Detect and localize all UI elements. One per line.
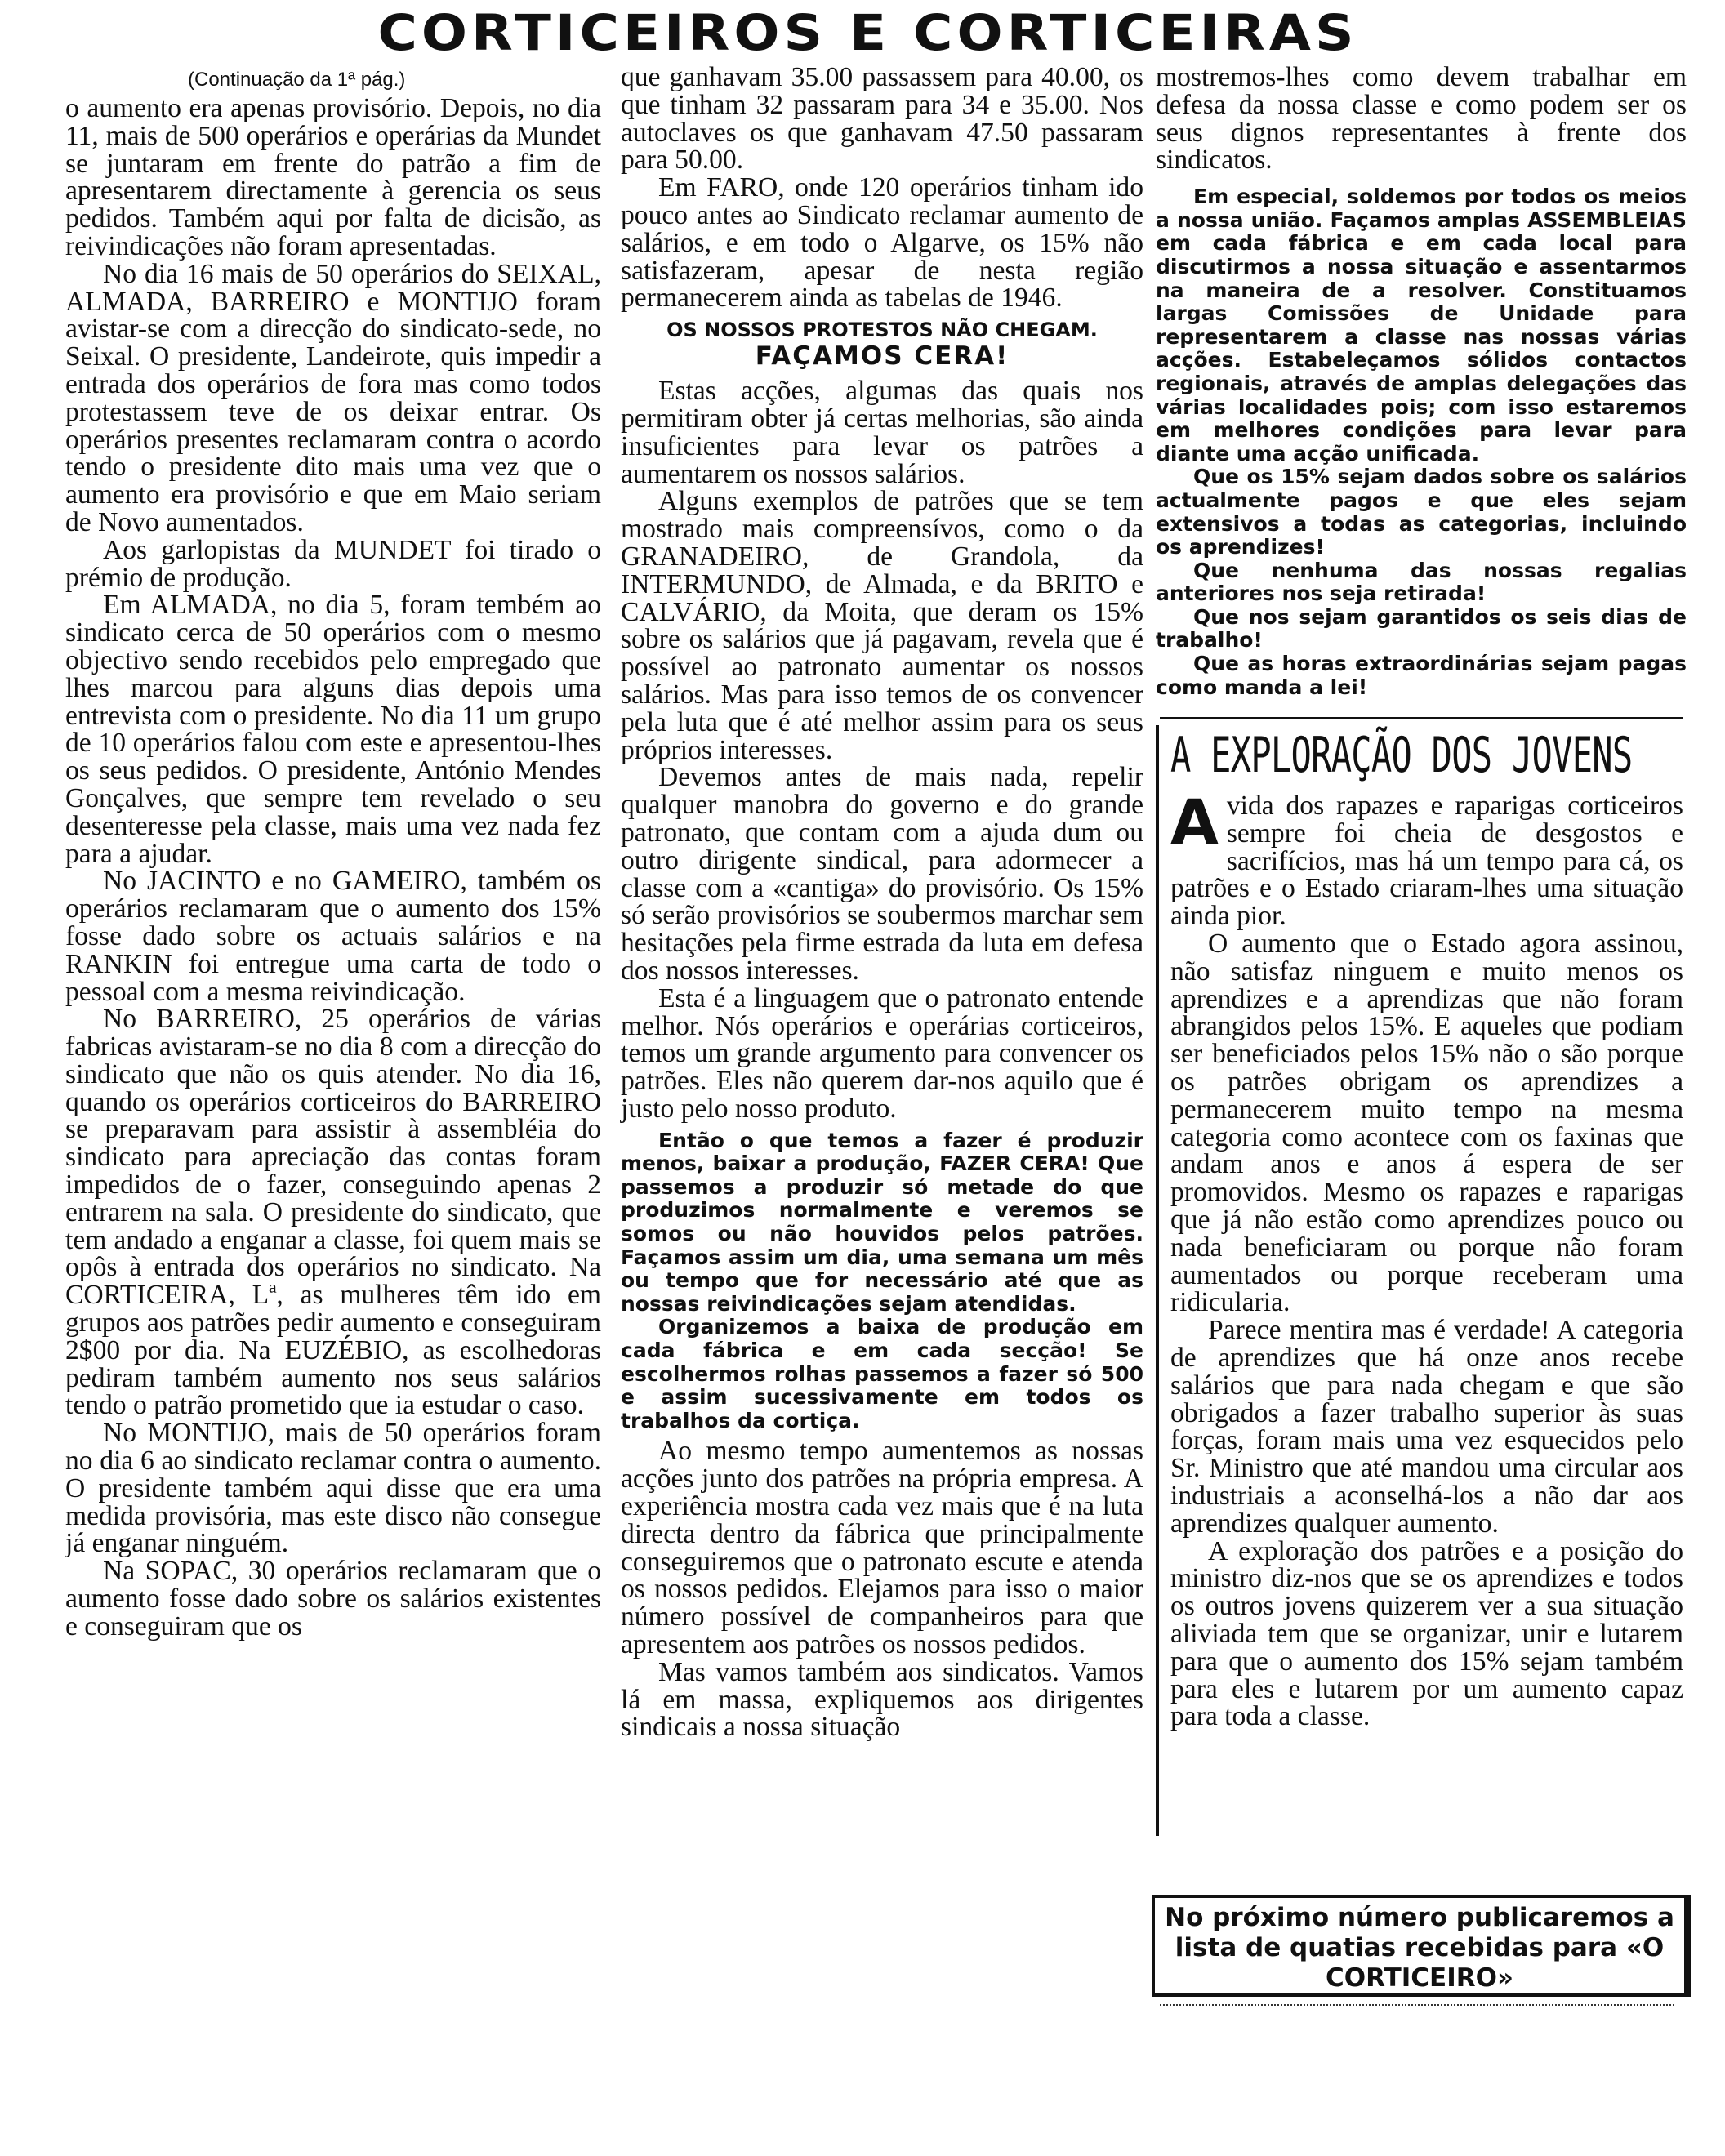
bold-paragraph: Que nos sejam garantidos os seis dias de trabalho!: [1156, 604, 1687, 653]
paragraph: Parece mentira mas é verdade! A categoria de aprendizes que há onze anos recebe salários que para nada chegam e que são obrigados a fazer trabalho superior às suas forças, foram mais uma vez esquecidos pelo Sr. Ministro que até mandou uma circular aos industriais a aconselhá-los a não dar aos aprendizes qualquer aumento.: [1170, 1315, 1683, 1539]
paragraph: Em FARO, onde 120 operários tinham ido pouco antes ao Sindicato reclamar aumento de salários, e em todo o Algarve, os 15% não satisfazeram, apesar de nesta região permanecerem ainda as tabelas de 1946.: [621, 172, 1143, 314]
paragraph: O aumento que o Estado agora assinou, não satisfaz ninguem e muito menos os aprendizes e a aprendizas que não foram abrangidos pelos 15%. E aqueles que podiam ser beneficiados pelos 15% não o são porque os patrões obrigam os aprendizes a permanecerem muito tempo na mesma categoria como acontece com os faxinas que andam anos e anos á espera de ser promovidos. Mesmo os rapazes e raparigas que já não estão como aprendizes pouco ou nada beneficiaram ou porque não foram aumentados ou porque receberam uma ridicularia.: [1170, 928, 1683, 1318]
youth-article-title: A EXPLORAÇÃO DOS JOVENS: [1170, 727, 1633, 784]
paragraph: que ganhavam 35.00 passassem para 40.00, os que tinham 32 passaram para 34 e 35.00. Nos autoclaves os que ganhavam 47.50 passaram para 50.00.: [621, 62, 1143, 176]
drop-cap: A: [1170, 786, 1219, 858]
paragraph: No MONTIJO, mais de 50 operários foram no dia 6 ao sindicato reclamar contra o aumento. O presidente também aqui disse que era uma medida provisória, mas este disco não consegue já enganar ninguém.: [65, 1418, 601, 1559]
paragraph: Na SOPAC, 30 operários reclamaram que o aumento fosse dado sobre os salários existentes e conseguiram que os: [65, 1556, 601, 1642]
bold-paragraph: Que nenhuma das nossas regalias anteriores nos seja retirada!: [1156, 558, 1687, 606]
paragraph: No JACINTO e no GAMEIRO, também os operários reclamaram que o aumento dos 15% fosse dado sobre os actuais salários e na RANKIN foi entregue uma carta de todo o pessoal com a mesma reivindicação.: [65, 866, 601, 1007]
continuation-note: (Continuação da 1ª pág.): [188, 69, 406, 91]
paragraph: Aos garlopistas da MUNDET foi tirado o prémio de produção.: [65, 534, 601, 593]
next-issue-notice: No próximo número publicaremos a lista de quatias recebidas para «O CORTICEIRO»: [1152, 1895, 1691, 1997]
bold-paragraph: Que os 15% sejam dados sobre os salários actualmente pagos e que eles sejam extensivos a todas as categorias, incluindo os aprendizes!: [1156, 465, 1687, 559]
paragraph: A exploração dos patrões e a posição do ministro diz-nos que se os aprendizes e todos os outros jovens quizerem ver a sua situação aliviada tem que se organizar, unir e lutarem para que o aumento dos 15% sejam também para eles e lutarem por um aumento capaz para toda a classe.: [1170, 1535, 1683, 1732]
paragraph: No dia 16 mais de 50 operários do SEIXAL, ALMADA, BARREIRO e MONTIJO foram avistar-se com a direcção do sindicato-sede, no Seixal. O presidente, Landeirote, quis impedir a entrada dos operários de fora mas como todos protestassem teve de os deixar entrar. Os operários presentes reclamaram contra o acordo tendo o presidente dito mais uma vez que o aumento era provisório e que em Maio seriam de Novo aumentados.: [65, 258, 601, 537]
paragraph: No BARREIRO, 25 operários de várias fabricas avistaram-se no dia 8 com a direcção do sindicato que não os quis atender. No dia 16, quando os operários corticeiros do BARREIRO se preparavam para assistir à assembléia do sindicato para apreciação das contas foram impedidos de o fazer, conseguindo apenas 2 entrarem na sala. O presidente do sindicato, que tem andado a enganar a classe, foi quem mais se opôs à entrada dos operários no sindicato. Na CORTICEIRA, Lª, as mulheres têm ido em grupos aos patrões pedir aumento e conseguiram 2$00 por dia. Na EUZÉBIO, as escolhedoras pediram também aumento nos seus salários tendo o patrão prometido que ia estudar o caso.: [65, 1004, 601, 1421]
dotted-rule: [1160, 2004, 1674, 2006]
subheading: OS NOSSOS PROTESTOS NÃO CHEGAM.: [666, 318, 1098, 342]
paragraph: Devemos antes de mais nada, repelir qualquer manobra do governo e do grande patronato, que contam com a ajuda dum ou outro dirigente sindical, para adormecer a classe com a «cantiga» do provisório. Os 15% só serão provisórios se soubermos marchar sem hesitações pela firme estrada da luta em defesa dos nossos interesses.: [621, 762, 1143, 986]
paragraph: Estas acções, algumas das quais nos permitiram obter já certas melhorias, são ainda insuficientes para levar os patrões a aumentarem os nossos salários.: [621, 376, 1143, 489]
bold-paragraph: Organizemos a baixa de produção em cada fábrica e em cada secção! Se escolhermos rolhas passemos a fazer só 500 e assim sucessivamente em todos os trabalhos da cortiça.: [621, 1315, 1143, 1432]
paragraph: Alguns exemplos de patrões que se tem mostrado mais compreensívos, como o da GRANADEIRO, de Grandola, da INTERMUNDO, de Almada, e da BRITO e CALVÁRIO, da Moita, que deram os 15% sobre os salários que já pagavam, revela que é possível ao patronato aumentar os nossos salários. Mas para isso temos de os convencer pela luta que é até melhor assim para os seus próprios interesses.: [621, 486, 1143, 765]
paragraph: Esta é a linguagem que o patronato entende melhor. Nós operários e operárias corticeiros, temos um grande argumento para convencer os patrões. Eles não querem dar-nos aquilo que é justo pelo nosso produto.: [621, 982, 1143, 1124]
masthead-title: CORTICEIROS E CORTICEIRAS: [377, 4, 1358, 62]
section-rule: [1160, 717, 1683, 719]
bold-paragraph: Então o que temos a fazer é produzir menos, baixar a produção, FAZER CERA! Que passemos a produzir só metade do que produzimos normalmente e veremos se somos ou não houvidos pelos patrões. Façamos assim um dia, uma semana um mês ou tempo que for necessário até que as nossas reivindicações sejam atendidas.: [621, 1128, 1143, 1316]
paragraph: Em ALMADA, no dia 5, foram tembém ao sindicato cerca de 50 operários com o mesmo objectivo sendo recebidos pelo empregado que lhes marcou para alguns dias depois uma entrevista com o presidente. No dia 11 um grupo de 10 operários falou com este e apresentou-lhes os seus pedidos. O presidente, António Mendes Gonçalves, que sempre tem revelado o seu desenteresse pela classe, mais uma vez nada fez para a ajudar.: [65, 590, 601, 869]
paragraph: o aumento era apenas provisório. Depois, no dia 11, mais de 500 operários e operárias da Mundet se juntaram em frente do patrão a fim de apresentarem directamente à gerencia os seus pedidos. Também aqui por falta de dicisão, as reivindicações não foram apresentadas.: [65, 93, 601, 261]
bold-paragraph: Que as horas extraordinárias sejam pagas como manda a lei!: [1156, 652, 1687, 699]
column-2: [621, 64, 1143, 1741]
subheading: FAÇAMOS CERA!: [755, 341, 1010, 372]
bold-paragraph: Em especial, soldemos por todos os meios a nossa união. Façamos amplas ASSEMBLEIAS em cada fábrica e em cada local para discutirmos a nossa situação e assentarmos na maneira de a resolver. Constituamos largas Comissões de Unidade para representarem a classe nas nossas várias acções. Estabeleçamos sólidos contactos regionais, através de amplas delegações das várias localidades pois; com isso estaremos em melhores condições para levar para diante uma acção unificada.: [1156, 185, 1687, 466]
paragraph: Mas vamos também aos sindicatos. Vamos lá em massa, expliquemos aos dirigentes sindicais a nossa situação: [621, 1656, 1143, 1743]
paragraph: vida dos rapazes e raparigas corticeiros sempre foi cheia de desgostos e sacrifícios, mas há um tempo para cá, os patrões e o Estado criaram-lhes uma situação ainda pior.: [1170, 791, 1683, 932]
column-3: [1156, 64, 1687, 699]
paragraph: Ao mesmo tempo aumentemos as nossas acções junto dos patrões na própria empresa. A experiência mostra cada vez mais que é na luta directa dentro da fábrica que principalmente conseguiremos que o patronato escute e atenda os nossos pedidos. Elejamos para isso o maior número possível de companheiros para que apresentem aos patrões os nossos pedidos.: [621, 1436, 1143, 1659]
column-1: [65, 64, 601, 1641]
youth-article: [1156, 725, 1683, 1836]
paragraph: mostremos-lhes como devem trabalhar em defesa da nossa classe e como podem ser os seus dignos representantes à frente dos sindicatos.: [1156, 62, 1687, 176]
